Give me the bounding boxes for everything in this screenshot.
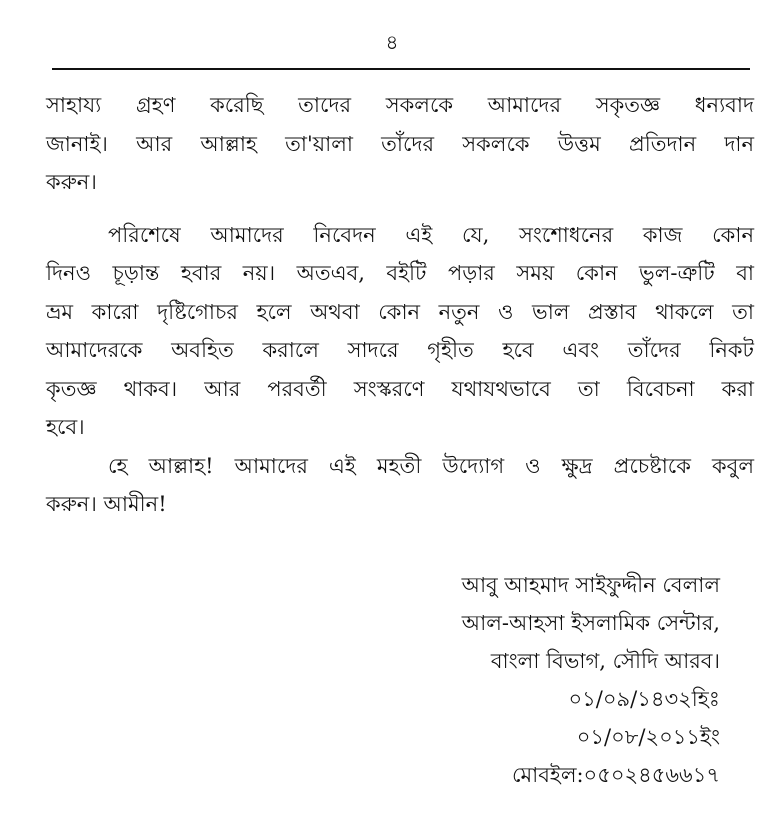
signature-block: [380, 566, 720, 794]
text-line: দিনও চূড়ান্ত হবার নয়। অতএব, বইটি পড়ার সময় কোন ভুল-ত্রুটি বা: [46, 261, 754, 285]
body-text: [46, 86, 754, 524]
text-line: আমাদেরকে অবহিত করালে সাদরে গৃহীত হবে এবং তাঁদের নিকট: [46, 338, 754, 362]
paragraph-gap: [46, 202, 754, 216]
paragraph-1: [46, 86, 754, 202]
text-line: হে আল্লাহ! আমাদের এই মহতী উদ্যোগ ও ক্ষুদ্র প্রচেষ্টাকে কবুল: [108, 453, 754, 478]
author-name: আবু আহমাদ সাইফুদ্দীন বেলাল: [461, 573, 720, 597]
organization: আল-আহসা ইসলামিক সেন্টার,: [461, 611, 720, 635]
mobile-number: মোবইল:০৫০২৪৫৬৬১৭: [511, 763, 720, 787]
text-line: জানাই। আর আল্লাহ তা'য়ালা তাঁদের সকলকে উত্তম প্রতিদান দান: [46, 131, 754, 156]
text-line: সাহায্য গ্রহণ করেছি তাদের সকলকে আমাদের সকৃতজ্ঞ ধন্যবাদ: [46, 93, 754, 117]
department: বাংলা বিভাগ, সৌদি আরব।: [490, 649, 720, 673]
text-line: পরিশেষে আমাদের নিবেদন এই যে, সংশোধনের কাজ কোন: [108, 222, 754, 247]
paragraph-3: [46, 447, 754, 524]
header-divider: [52, 68, 750, 70]
page-number: ৪: [385, 30, 399, 54]
date-hijri: ০১/০৯/১৪৩২হিঃ: [568, 687, 720, 711]
date-gregorian: ০১/০৮/২০১১ইং: [576, 725, 720, 749]
text-line: করুন। আমীন!: [46, 492, 167, 516]
text-line: হবে।: [46, 415, 85, 439]
paragraph-2: [46, 216, 754, 447]
text-line: করুন।: [46, 170, 97, 194]
text-line: ভ্রম কারো দৃষ্টিগোচর হলে অথবা কোন নতুন ও ভাল প্রস্তাব থাকলে তা: [46, 299, 754, 324]
text-line: কৃতজ্ঞ থাকব। আর পরবর্তী সংস্করণে যথাযথভাবে তা বিবেচনা করা: [46, 376, 754, 401]
